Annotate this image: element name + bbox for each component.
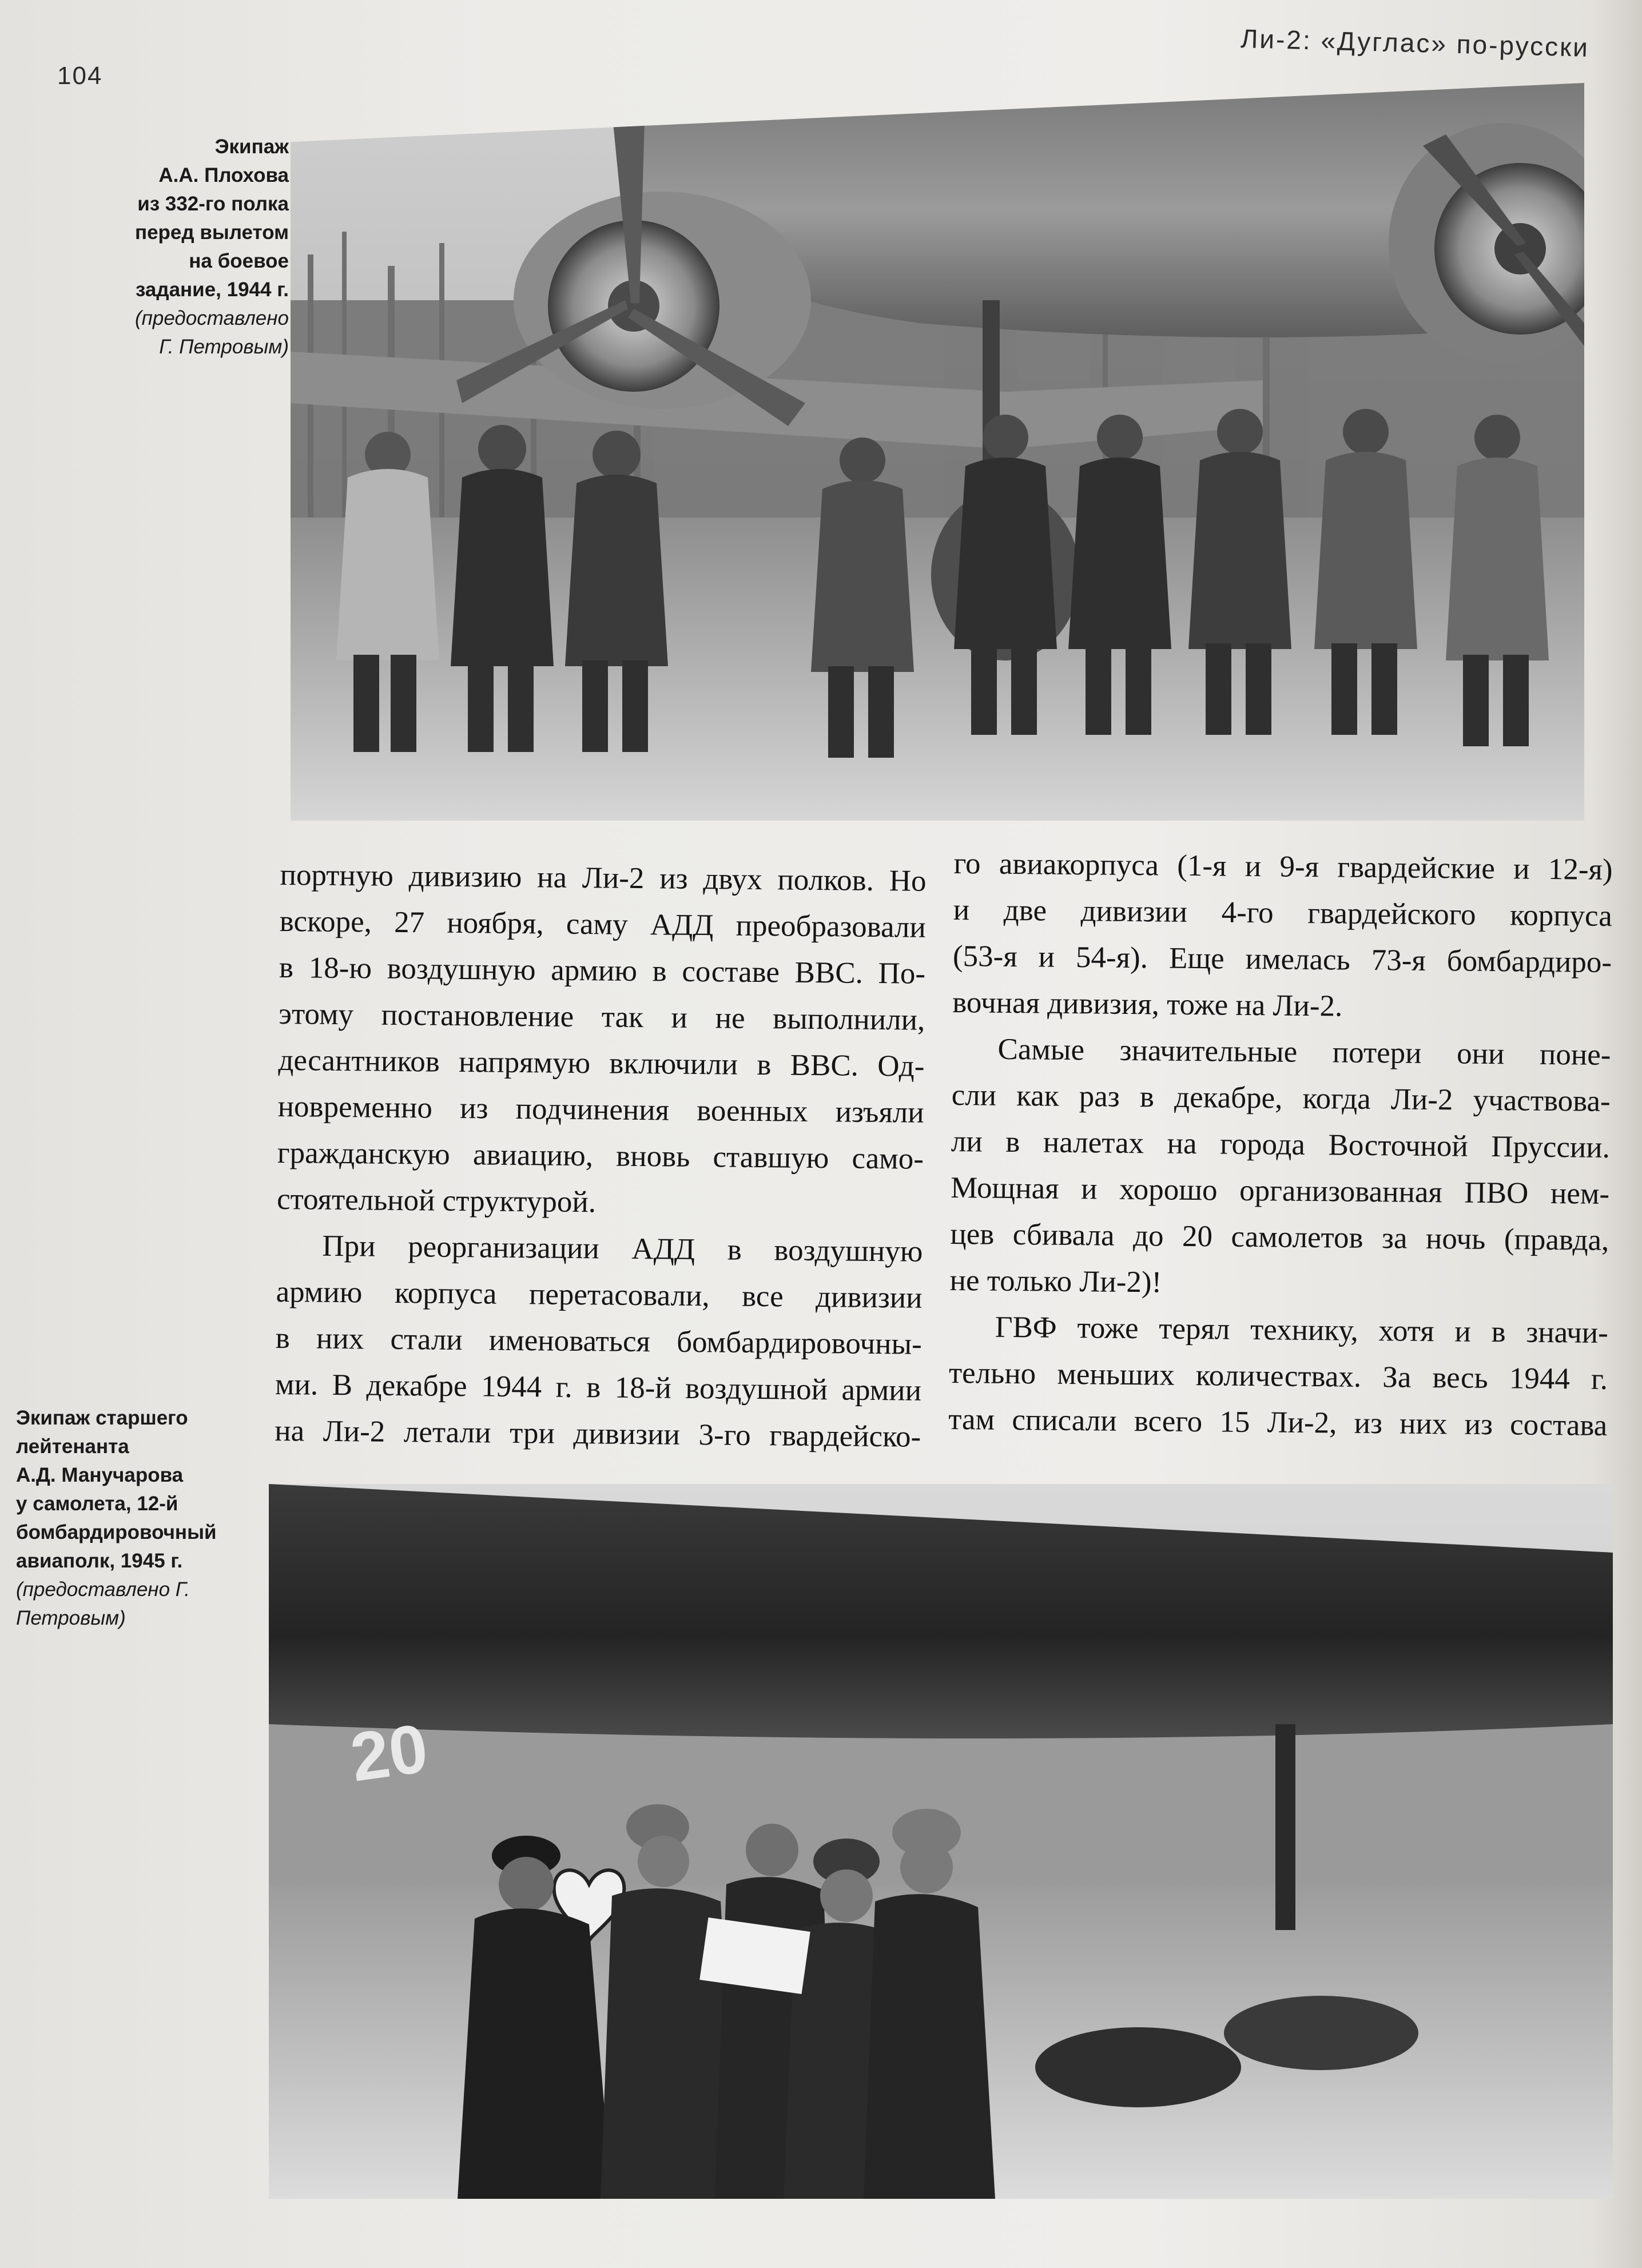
photo-caption-1	[60, 133, 289, 361]
text-line: ГВФ тоже терял технику, хотя и в значи-	[995, 1310, 1609, 1350]
text-line: ли в налетах на города Восточной Пруссии.	[951, 1124, 1611, 1165]
text-line: гражданскую авиацию, вновь ставшую само-	[277, 1136, 924, 1176]
text-line: не только Ли-2)!	[949, 1263, 1162, 1299]
photo-caption-2	[16, 1404, 245, 1633]
text-line: Мощная и хорошо организованная ПВО нем-	[950, 1171, 1610, 1211]
text-line: вскоре, 27 ноября, саму АДД преобразовали	[279, 904, 927, 944]
caption-2-credit: (предоставлено Г. Петровым)	[16, 1578, 190, 1629]
caption-1-credit: (предоставлено Г. Петровым)	[134, 307, 289, 358]
text-line: там списали всего 15 Ли-2, из них из состава	[948, 1402, 1608, 1443]
body-text-left-column	[275, 852, 927, 1461]
page-number: 104	[57, 62, 103, 90]
text-line: ми. В декабре 1944 г. в 18-й воздушной армии	[275, 1367, 922, 1407]
caption-2-title: Экипаж старшего лейтенанта А.Д. Манучарова у самолета, 12-й бомбардировочный авиаполк, 1945 г.	[16, 1407, 217, 1572]
text-line: на Ли-2 летали три дивизии 3-го гвардейско-	[275, 1414, 921, 1454]
aircraft-number-marking: 20	[345, 1709, 432, 1796]
text-line: в них стали именоваться бомбардировочны-	[275, 1321, 923, 1361]
text-line: (53-я и 54-я). Еще имелась 73-я бомбардиро-	[952, 939, 1612, 980]
text-line: десантников напрямую включили в ВВС. Од-	[278, 1043, 925, 1083]
text-line: этому постановление так и не выполнили,	[279, 997, 925, 1037]
text-line: Самые значительные потери они поне-	[997, 1032, 1611, 1072]
body-text-right-column	[948, 841, 1613, 1449]
text-line: в 18-ю воздушную армию в составе ВВС. По-	[279, 950, 926, 990]
text-line: новременно из подчинения военных изъяли	[277, 1089, 924, 1129]
photo-crew-manucharov	[269, 1484, 1613, 2199]
photo-crew-plokhov	[291, 83, 1584, 821]
text-line: вочная дивизия, тоже на Ли-2.	[952, 985, 1343, 1023]
photo-2-image	[269, 1484, 1613, 2199]
text-line: армию корпуса перетасовали, все дивизии	[276, 1275, 923, 1315]
caption-1-title: Экипаж А.А. Плохова из 332-го полка перед вылетом на боевое задание, 1944 г.	[134, 136, 289, 301]
text-line: сли как раз в декабре, когда Ли-2 участвова-	[951, 1078, 1611, 1119]
text-line: и две дивизии 4-го гвардейского корпуса	[953, 893, 1613, 933]
text-line: цев сбивала до 20 самолетов за ночь (правда,	[950, 1217, 1609, 1258]
text-line: тельно меньших количествах. За весь 1944 г.	[948, 1356, 1608, 1396]
text-line: При реорганизации АДД в воздушную	[322, 1229, 923, 1268]
text-line: портную дивизию на Ли-2 из двух полков. Но	[280, 858, 927, 898]
running-head: Ли-2: «Дуглас» по-русски	[1240, 23, 1590, 62]
photo-1-image	[291, 83, 1584, 821]
text-line: стоятельной структурой.	[276, 1182, 597, 1219]
text-line: го авиакорпуса (1-я и 9-я гвардейские и 12-я)	[953, 846, 1613, 887]
